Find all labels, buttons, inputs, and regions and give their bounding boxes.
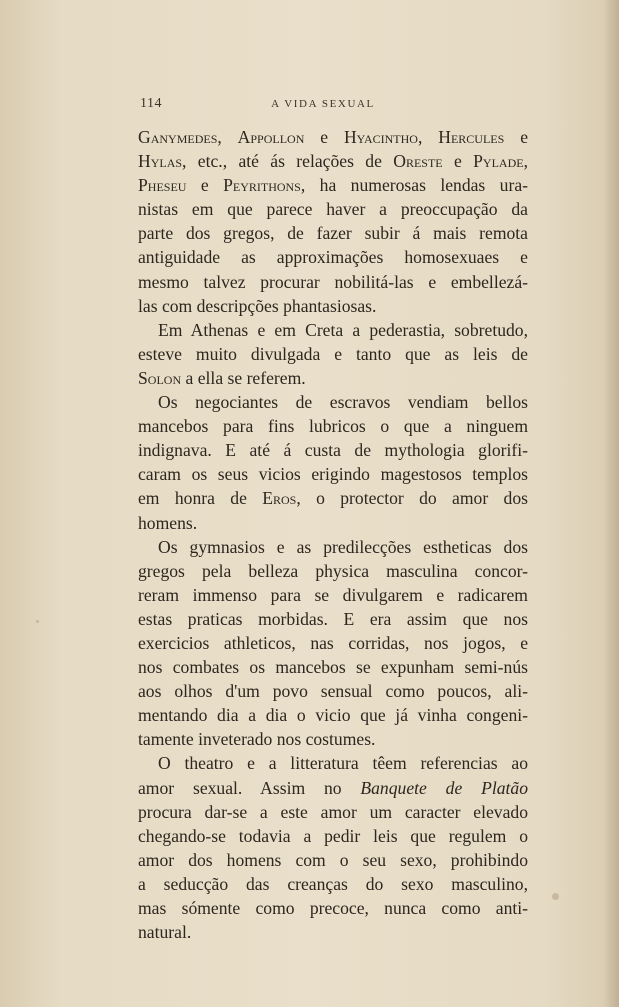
text-line: aos olhos d'um povo sensual como poucos, ali- [138, 681, 528, 702]
text-line: O theatro e a litteratura têem referencias ao [158, 753, 528, 774]
text-line: reram immenso para se divulgarem e radicarem [138, 584, 528, 605]
text-line: homens. [138, 512, 198, 533]
text-line: em honra de Eros, o protector do amor dos [138, 488, 528, 509]
text-line: amor sexual. Assim no Banquete de Platão [138, 777, 528, 798]
text-line: mesmo talvez procurar nobilitá-las e embellezá- [138, 271, 528, 292]
text-line: mentando dia a dia o vicio que já vinha congeni- [138, 705, 528, 726]
text-line: parte dos gregos, de fazer subir á mais remota [138, 223, 528, 244]
running-head: A VIDA SEXUAL [271, 98, 375, 110]
text-line: Em Athenas e em Creta a pederastia, sobretudo, [158, 319, 528, 340]
text-line: Os gymnasios e as predilecções estheticas dos [158, 536, 528, 557]
text-line: mancebos para fins lubricos o que a ninguem [138, 416, 528, 437]
paragraph-5 [138, 751, 528, 944]
text-line: las com descripções phantasiosas. [138, 295, 377, 316]
page-number: 114 [140, 96, 162, 111]
paragraph-2 [138, 318, 528, 390]
text-line: caram os seus vicios erigindo magestosos templos [138, 464, 528, 485]
text-line: mas sómente como precoce, nunca como anti- [138, 898, 528, 918]
text-line: natural. [138, 922, 192, 943]
work-title: Banquete de Platão [360, 777, 528, 798]
text-line: exercicios athleticos, nas corridas, nos jogos, e [138, 632, 528, 653]
text-line: Pheseu e Peyrithons, ha numerosas lendas ura- [138, 175, 528, 196]
text-line: nos combates os mancebos se expunham semi-nús [138, 657, 528, 678]
paragraph-3 [138, 390, 528, 535]
foxing-spot [36, 620, 39, 623]
text-line: indignava. E até á custa de mythologia glorifi- [138, 440, 528, 461]
text-line: procura dar-se a este amor um caracter elevado [138, 801, 528, 822]
paragraph-1 [138, 125, 528, 318]
text-line: a seducção das creanças do sexo masculino, [138, 873, 528, 894]
foxing-spot [552, 893, 559, 900]
text-line: Solon a ella se referem. [138, 367, 306, 388]
text-line: chegando-se todavia a pedir leis que regulem o [138, 825, 528, 846]
body-text [138, 125, 528, 944]
text-line: esteve muito divulgada e tanto que as leis de [138, 343, 528, 364]
text-line: Os negociantes de escravos vendiam bellos [158, 392, 528, 413]
text-line: Hylas, etc., até ás relações de Oreste e Pylade, [138, 151, 528, 172]
text-line: nistas em que parece haver a preoccupação da [138, 199, 528, 220]
text-line: Ganymedes, Appollon e Hyacintho, Hercules e [138, 127, 528, 147]
page-header [118, 96, 528, 116]
text-line: antiguidade as approximações homosexuaes e [138, 247, 528, 268]
text-line: gregos pela belleza physica masculina concor- [138, 560, 528, 581]
text-line: estas praticas morbidas. E era assim que nos [138, 608, 528, 629]
paragraph-4 [138, 535, 528, 752]
text-line: tamente inveterado nos costumes. [138, 729, 376, 750]
text-line: amor dos homens com o seu sexo, prohibindo [138, 849, 528, 870]
